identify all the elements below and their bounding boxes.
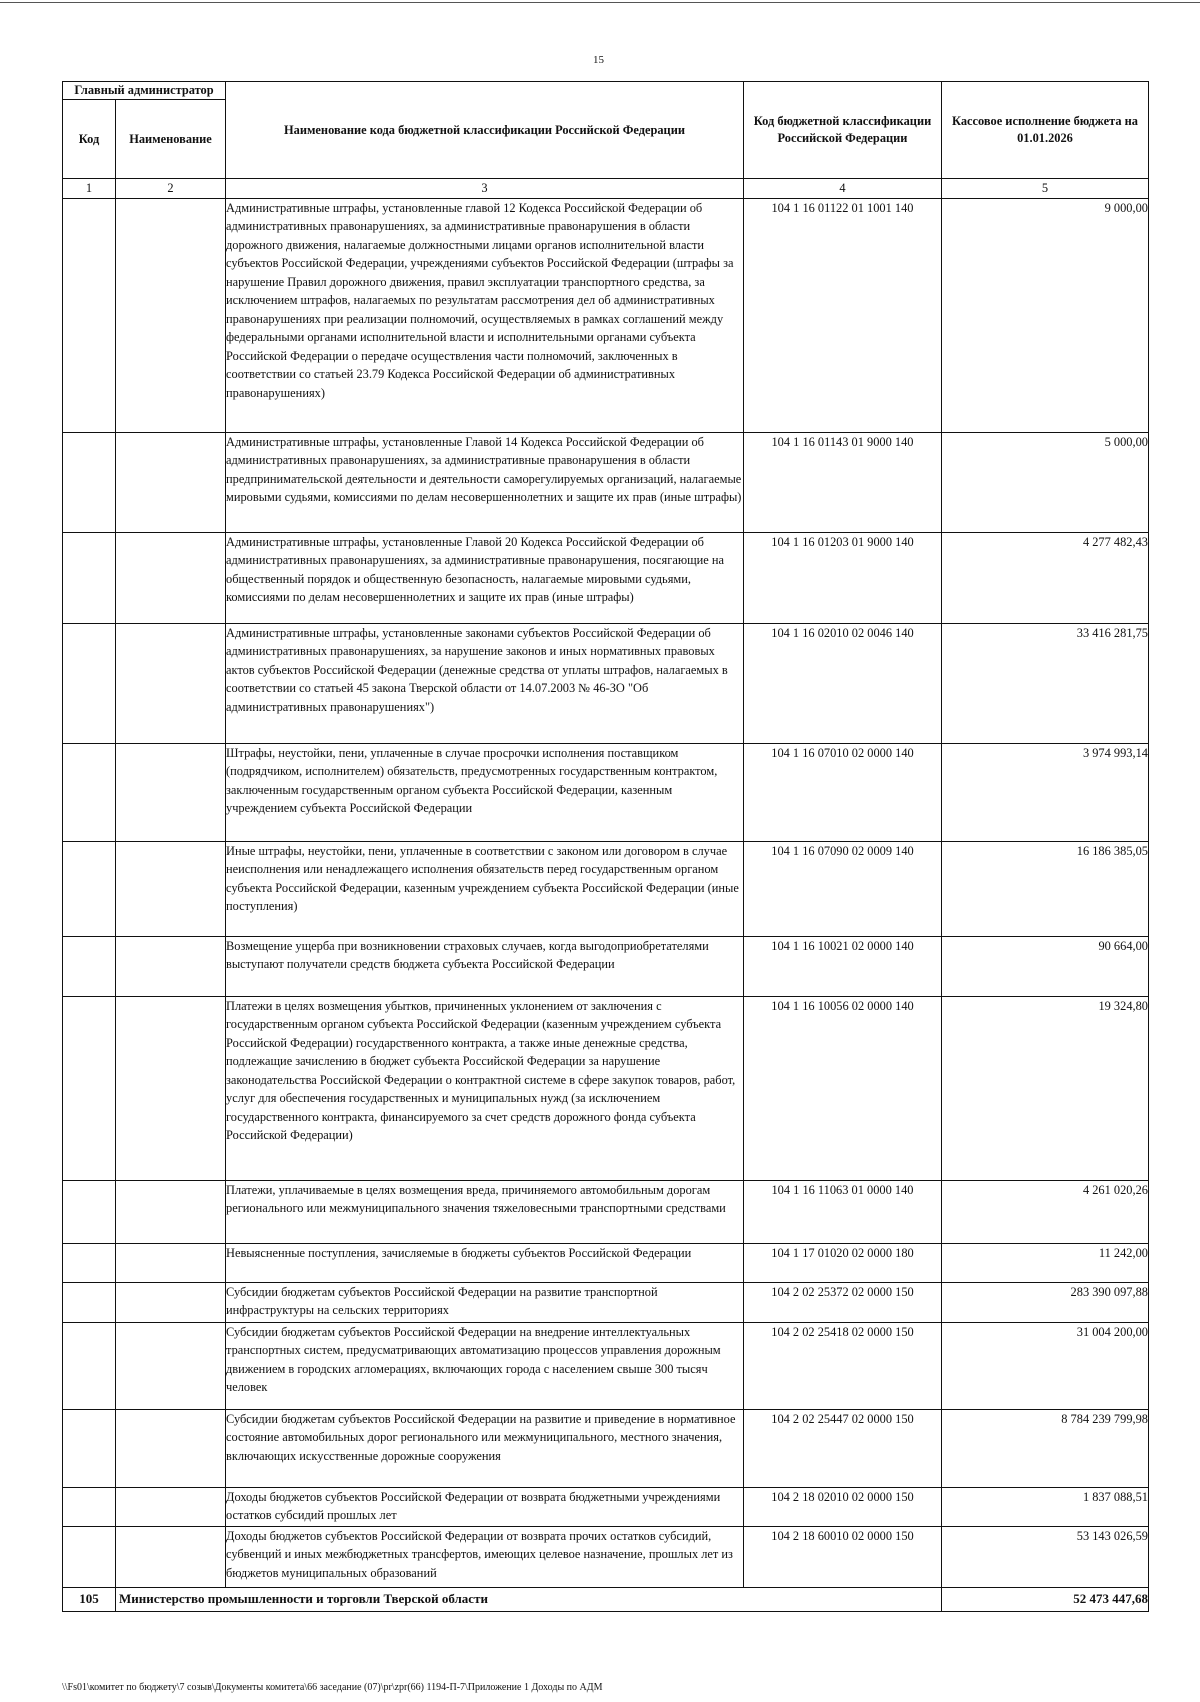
name-cell: [116, 532, 226, 623]
name-cell: [116, 1487, 226, 1526]
execution-amount: 19 324,80: [942, 996, 1149, 1180]
table-row: [63, 1282, 1149, 1322]
code-cell: [63, 1282, 116, 1322]
execution-amount: 3 974 993,14: [942, 743, 1149, 841]
kbk-description: Субсидии бюджетам субъектов Российской Федерации на внедрение интеллектуальных транспортных систем, предусматривающих автоматизацию процессов управления дорожным движением в городских агломерациях, включающих города с населением свыше 300 тысяч человек: [226, 1322, 744, 1409]
execution-amount: 16 186 385,05: [942, 841, 1149, 936]
table-row: [63, 198, 1149, 432]
execution-amount: 5 000,00: [942, 432, 1149, 532]
kbk-code: 104 2 18 02010 02 0000 150: [744, 1487, 942, 1526]
column-number: 5: [942, 179, 1149, 199]
name-cell: [116, 198, 226, 432]
table-row: [63, 1487, 1149, 1526]
name-cell: [116, 936, 226, 996]
kbk-code: 104 2 18 60010 02 0000 150: [744, 1526, 942, 1587]
column-number: 2: [116, 179, 226, 199]
admin-code: 105: [63, 1587, 116, 1611]
kbk-description: Доходы бюджетов субъектов Российской Федерации от возврата прочих остатков субсидий, субвенций и иных межбюджетных трансфертов, имеющих целевое назначение, прошлых лет из бюджетов муниципальных образований: [226, 1526, 744, 1587]
kbk-code: 104 2 02 25372 02 0000 150: [744, 1282, 942, 1322]
column-number-row: [63, 179, 1149, 199]
code-cell: [63, 1526, 116, 1587]
execution-amount: 1 837 088,51: [942, 1487, 1149, 1526]
header-code: Код: [63, 100, 116, 179]
kbk-description: Субсидии бюджетам субъектов Российской Федерации на развитие и приведение в нормативное состояние автомобильных дорог регионального или межмуниципального, местного значения, включающих искусственные дорожные сооружения: [226, 1409, 744, 1487]
header-name: Наименование: [116, 100, 226, 179]
kbk-description: Административные штрафы, установленные главой 12 Кодекса Российской Федерации об административных правонарушениях, за административные правонарушения в области дорожного движения, налагаемые должностными лицами органов исполнительной власти субъектов Российской Федерации, учреждениями субъектов Российской Федерации (штрафы за нарушение Правил дорожного движения, правил эксплуатации транспортного средства, за исключением штрафов, налагаемых по результатам рассмотрения дел об административных правонарушениях при реализации полномочий, осуществляемых в рамках соглашений между федеральными органами исполнительной власти и исполнительными органами субъекта Российской Федерации о передаче осуществления части полномочий, заключенных в соответствии со статьей 23.79 Кодекса Российской Федерации об административных правонарушениях): [226, 198, 744, 432]
header-main-admin: Главный администратор: [63, 82, 226, 100]
kbk-description: Доходы бюджетов субъектов Российской Федерации от возврата бюджетными учреждениями остатков субсидий прошлых лет: [226, 1487, 744, 1526]
admin-name: Министерство промышленности и торговли Тверской области: [116, 1587, 942, 1611]
code-cell: [63, 1243, 116, 1282]
top-border-line: [0, 2, 1200, 3]
table-row: [63, 432, 1149, 532]
execution-amount: 53 143 026,59: [942, 1526, 1149, 1587]
name-cell: [116, 1243, 226, 1282]
kbk-description: Возмещение ущерба при возникновении страховых случаев, когда выгодоприобретателями выступают получатели средств бюджета субъекта Российской Федерации: [226, 936, 744, 996]
header-execution: Кассовое исполнение бюджета на 01.01.2026: [942, 82, 1149, 179]
kbk-code: 104 1 16 07010 02 0000 140: [744, 743, 942, 841]
kbk-description: Штрафы, неустойки, пени, уплаченные в случае просрочки исполнения поставщиком (подрядчиком, исполнителем) обязательств, предусмотренных государственным контрактом, заключенным государственным органом субъекта Российской Федерации, казенным учреждением субъекта Российской Федерации: [226, 743, 744, 841]
table-row: [63, 1526, 1149, 1587]
code-cell: [63, 996, 116, 1180]
kbk-code: 104 1 16 01203 01 9000 140: [744, 532, 942, 623]
table-row: [63, 532, 1149, 623]
execution-amount: 90 664,00: [942, 936, 1149, 996]
table-row: [63, 841, 1149, 936]
code-cell: [63, 1180, 116, 1243]
execution-amount: 4 261 020,26: [942, 1180, 1149, 1243]
name-cell: [116, 1180, 226, 1243]
kbk-description: Субсидии бюджетам субъектов Российской Федерации на развитие транспортной инфраструктуры на сельских территориях: [226, 1282, 744, 1322]
code-cell: [63, 532, 116, 623]
table-row: [63, 623, 1149, 743]
table-row: [63, 1409, 1149, 1487]
kbk-code: 104 1 16 10021 02 0000 140: [744, 936, 942, 996]
name-cell: [116, 1322, 226, 1409]
kbk-description: Платежи, уплачиваемые в целях возмещения вреда, причиняемого автомобильным дорогам регионального или межмуниципального значения тяжеловесными транспортными средствами: [226, 1180, 744, 1243]
code-cell: [63, 432, 116, 532]
execution-amount: 33 416 281,75: [942, 623, 1149, 743]
kbk-code: 104 1 16 07090 02 0009 140: [744, 841, 942, 936]
code-cell: [63, 1487, 116, 1526]
name-cell: [116, 1282, 226, 1322]
name-cell: [116, 1409, 226, 1487]
kbk-code: 104 2 02 25447 02 0000 150: [744, 1409, 942, 1487]
code-cell: [63, 841, 116, 936]
kbk-code: 104 1 17 01020 02 0000 180: [744, 1243, 942, 1282]
execution-amount: 4 277 482,43: [942, 532, 1149, 623]
kbk-description: Платежи в целях возмещения убытков, причиненных уклонением от заключения с государственным органом субъекта Российской Федерации (казенным учреждением субъекта Российской Федерации) государственного контракта, а также иные денежные средства, подлежащие зачислению в бюджет субъекта Российской Федерации за нарушение законодательства Российской Федерации о контрактной системе в сфере закупок товаров, работ, услуг для обеспечения государственных и муниципальных нужд (за исключением государственного контракта, финансируемого за счет средств дорожного фонда субъекта Российской Федерации): [226, 996, 744, 1180]
table-row: [63, 996, 1149, 1180]
kbk-code: 104 1 16 02010 02 0046 140: [744, 623, 942, 743]
table-row: [63, 743, 1149, 841]
kbk-code: 104 1 16 01143 01 9000 140: [744, 432, 942, 532]
name-cell: [116, 432, 226, 532]
revenue-table: [62, 81, 1149, 1612]
table-row: [63, 1180, 1149, 1243]
code-cell: [63, 936, 116, 996]
execution-amount: 31 004 200,00: [942, 1322, 1149, 1409]
name-cell: [116, 1526, 226, 1587]
execution-amount: 283 390 097,88: [942, 1282, 1149, 1322]
name-cell: [116, 996, 226, 1180]
admin-amount: 52 473 447,68: [942, 1587, 1149, 1611]
code-cell: [63, 1409, 116, 1487]
kbk-description: Административные штрафы, установленные Главой 20 Кодекса Российской Федерации об административных правонарушениях, за административные правонарушения, посягающие на общественный порядок и общественную безопасность, налагаемые мировыми судьями, комиссиями по делам несовершеннолетних и защите их прав (иные штрафы): [226, 532, 744, 623]
table-row: [63, 1322, 1149, 1409]
kbk-code: 104 1 16 10056 02 0000 140: [744, 996, 942, 1180]
execution-amount: 9 000,00: [942, 198, 1149, 432]
column-number: 3: [226, 179, 744, 199]
column-number: 1: [63, 179, 116, 199]
kbk-description: Административные штрафы, установленные законами субъектов Российской Федерации об административных правонарушениях, за нарушение законов и иных нормативных правовых актов субъектов Российской Федерации (денежные средства от уплаты штрафов, налагаемых в соответствии со статьей 45 закона Тверской области от 14.07.2003 № 46-ЗО "Об административных правонарушениях"): [226, 623, 744, 743]
name-cell: [116, 841, 226, 936]
table-row: [63, 1243, 1149, 1282]
table-row: [63, 936, 1149, 996]
page-number: 15: [593, 54, 604, 66]
code-cell: [63, 1322, 116, 1409]
column-number: 4: [744, 179, 942, 199]
kbk-code: 104 1 16 01122 01 1001 140: [744, 198, 942, 432]
kbk-code: 104 1 16 11063 01 0000 140: [744, 1180, 942, 1243]
header-kbk-name: Наименование кода бюджетной классификации Российской Федерации: [226, 82, 744, 179]
code-cell: [63, 623, 116, 743]
footer-file-path: \\Fs01\комитет по бюджету\7 созыв\Документы комитета\66 заседание (07)\pr\zpr(66) 1194-П-7\Приложение 1 Доходы по АДМ: [62, 1682, 603, 1693]
name-cell: [116, 743, 226, 841]
code-cell: [63, 743, 116, 841]
kbk-code: 104 2 02 25418 02 0000 150: [744, 1322, 942, 1409]
name-cell: [116, 623, 226, 743]
kbk-description: Административные штрафы, установленные Главой 14 Кодекса Российской Федерации об административных правонарушениях, за административные правонарушения в области предпринимательской деятельности и деятельности саморегулируемых организаций, налагаемые мировыми судьями, комиссиями по делам несовершеннолетних и защите их прав (иные штрафы): [226, 432, 744, 532]
kbk-description: Невыясненные поступления, зачисляемые в бюджеты субъектов Российской Федерации: [226, 1243, 744, 1282]
header-kbk-code: Код бюджетной классификации Российской Федерации: [744, 82, 942, 179]
admin-row: [63, 1587, 1149, 1611]
execution-amount: 8 784 239 799,98: [942, 1409, 1149, 1487]
kbk-description: Иные штрафы, неустойки, пени, уплаченные в соответствии с законом или договором в случае неисполнения или ненадлежащего исполнения обязательств перед государственным органом субъекта Российской Федерации, казенным учреждением субъекта Российской Федерации (иные поступления): [226, 841, 744, 936]
execution-amount: 11 242,00: [942, 1243, 1149, 1282]
code-cell: [63, 198, 116, 432]
